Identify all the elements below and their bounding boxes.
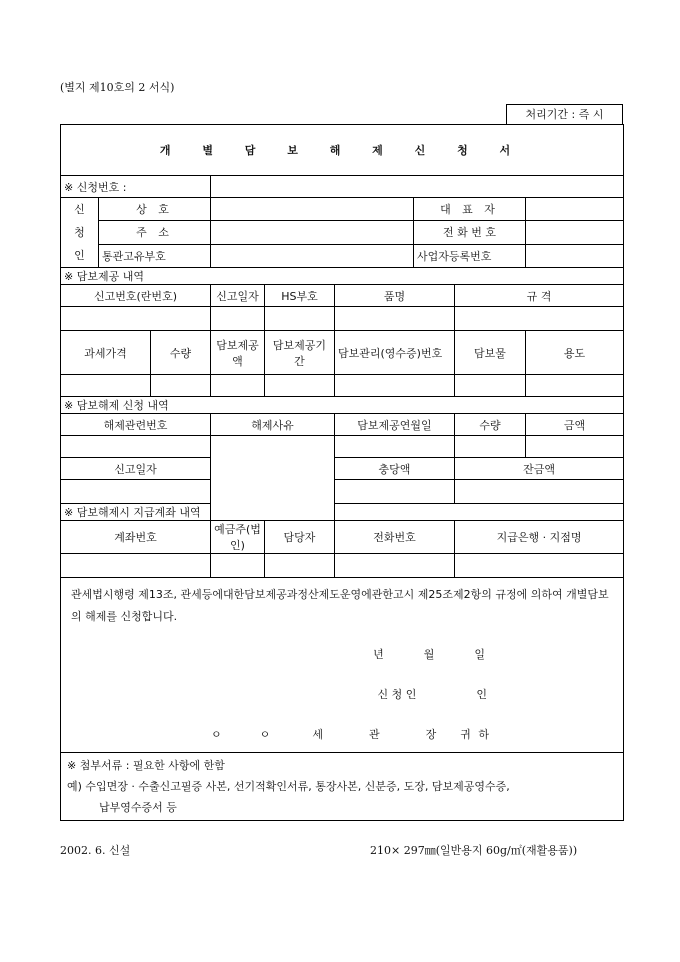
input-cell[interactable]	[61, 375, 151, 397]
remaining-amount-label: 잔금액	[455, 458, 624, 480]
statement-text: 관세법시행령 제13조, 관세등에대한담보제공과정산제도운영에관한고시 제25조제2항의 규정에 의하여 개별담보의 해제를 신청합니다.	[71, 588, 609, 623]
col-header: 해제관련번호	[61, 414, 211, 436]
col-header: 과세가격	[61, 331, 151, 375]
phone-label: 전 화 번 호	[414, 221, 526, 244]
input-cell[interactable]	[335, 307, 455, 331]
business-reg-label: 사업자등록번호	[414, 244, 526, 267]
application-form	[60, 124, 624, 821]
account-section-label: ※ 담보해제시 지급계좌 내역	[61, 504, 624, 521]
input-cell[interactable]	[526, 375, 624, 397]
attachments-line2: 납부영수증서 등	[99, 801, 177, 814]
address-field[interactable]	[211, 221, 414, 244]
customs-code-label: 통관고유부호	[99, 244, 211, 267]
col-header: 해제사유	[211, 414, 335, 436]
input-cell[interactable]	[211, 307, 265, 331]
attachments	[61, 753, 624, 821]
date-line: 년 월 일	[373, 648, 486, 661]
col-header: 금액	[526, 414, 624, 436]
applicant-side-label: 신 청 인	[61, 198, 99, 268]
col-header: 용도	[526, 331, 624, 375]
filing-date-field[interactable]	[61, 480, 211, 504]
col-header: 담보제공기간	[265, 331, 335, 375]
footer-established: 2002. 6. 신설	[60, 844, 131, 857]
col-header: 담보제공액	[211, 331, 265, 375]
col-header: HS부호	[265, 285, 335, 307]
col-header: 규 격	[455, 285, 624, 307]
allocated-amount-label: 충당액	[335, 458, 455, 480]
input-cell[interactable]	[265, 307, 335, 331]
attachments-line1: 예) 수입면장 · 수출신고필증 사본, 선기적확인서류, 통장사본, 신분증, 도장, 담보제공영수증,	[67, 780, 510, 793]
col-header: 담당자	[265, 521, 335, 554]
trade-name-label: 상 호	[99, 198, 211, 221]
contact-person-field[interactable]	[265, 554, 335, 578]
col-header: 신고일자	[211, 285, 265, 307]
remaining-amount-field[interactable]	[455, 480, 624, 504]
input-cell[interactable]	[455, 307, 624, 331]
filing-date-label: 신고일자	[61, 458, 211, 480]
input-cell[interactable]	[526, 436, 624, 458]
account-phone-field[interactable]	[335, 554, 455, 578]
input-cell[interactable]	[335, 375, 455, 397]
col-header: 담보관리(영수증)번호	[335, 331, 455, 375]
address-label: 주 소	[99, 221, 211, 244]
account-number-field[interactable]	[61, 554, 211, 578]
col-header: 신고번호(란번호)	[61, 285, 211, 307]
trade-name-field[interactable]	[211, 198, 414, 221]
col-header: 계좌번호	[61, 521, 211, 554]
application-statement	[61, 578, 624, 753]
addressee-line: ㅇ ㅇ 세 관 장 귀 하	[211, 728, 491, 741]
bank-branch-field[interactable]	[455, 554, 624, 578]
input-cell[interactable]	[265, 375, 335, 397]
application-number-label: ※ 신청번호 :	[61, 176, 211, 198]
col-header: 전화번호	[335, 521, 455, 554]
footer	[60, 842, 623, 858]
business-reg-field[interactable]	[526, 244, 624, 267]
col-header: 담보물	[455, 331, 526, 375]
col-header: 지급은행 · 지점명	[455, 521, 624, 554]
page-title: 개 별 담 보 해 제 신 청 서	[61, 125, 624, 176]
release-section-label: ※ 담보해제 신청 내역	[61, 397, 624, 414]
form-reference: (별지 제10호의 2 서식)	[60, 81, 175, 94]
applicant-signature-line: 신 청 인 인	[377, 688, 488, 701]
release-number-field[interactable]	[61, 436, 211, 458]
col-header: 담보제공연월일	[335, 414, 455, 436]
representative-label: 대 표 자	[414, 198, 526, 221]
attachments-title: ※ 첨부서류 : 필요한 사항에 한함	[67, 759, 225, 772]
customs-code-field[interactable]	[211, 244, 414, 267]
input-cell[interactable]	[211, 375, 265, 397]
input-cell[interactable]	[335, 436, 455, 458]
input-cell[interactable]	[455, 436, 526, 458]
representative-field[interactable]	[526, 198, 624, 221]
input-cell[interactable]	[455, 375, 526, 397]
allocated-amount-field[interactable]	[335, 480, 455, 504]
col-header: 예금주(법인)	[211, 521, 265, 554]
col-header: 수량	[151, 331, 211, 375]
footer-paper-spec: 210× 297㎜(일반용지 60g/㎡(재활용품))	[370, 844, 578, 857]
application-number-field[interactable]	[211, 176, 624, 198]
collateral-section-label: ※ 담보제공 내역	[61, 268, 624, 285]
phone-field[interactable]	[526, 221, 624, 244]
input-cell[interactable]	[61, 307, 211, 331]
col-header: 수량	[455, 414, 526, 436]
account-holder-field[interactable]	[211, 554, 265, 578]
col-header: 품명	[335, 285, 455, 307]
input-cell[interactable]	[151, 375, 211, 397]
processing-period: 처리기간 : 즉 시	[506, 104, 623, 124]
